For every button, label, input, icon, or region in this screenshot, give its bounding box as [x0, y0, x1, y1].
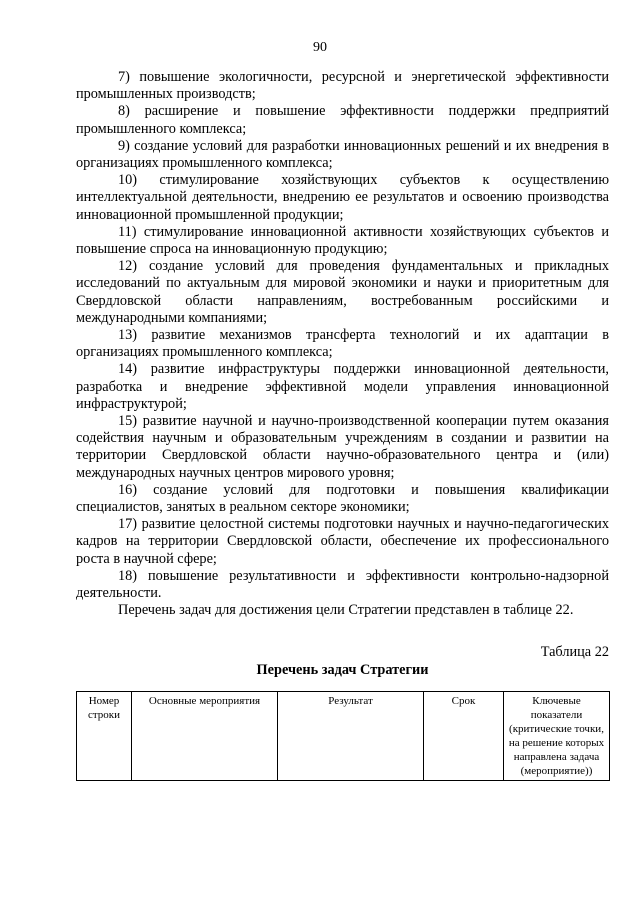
tasks-table-container	[76, 691, 610, 781]
paragraph-item-18: 18) повышение результативности и эффективности контрольно-надзорной деятельности.	[76, 567, 609, 602]
paragraph-item-9: 9) создание условий для разработки инновационных решений и их внедрения в организациях промышленного комплекса;	[76, 137, 609, 172]
header-deadline: Срок	[424, 692, 504, 781]
body-text	[76, 69, 609, 620]
paragraph-item-15: 15) развитие научной и научно-производственной кооперации путем оказания содействия научным и образовательным учреждениям в создании и развитии на территории Свердловской области научно-образовательного центра и (или) международных научных центров мирового уровня;	[76, 413, 609, 481]
table-title: Перечень задач Стратегии	[256, 662, 429, 678]
header-result: Результат	[278, 692, 424, 781]
paragraph-item-13: 13) развитие механизмов трансферта технологий и их адаптации в организациях промышленного комплекса;	[76, 327, 609, 361]
header-key-indicators: Ключевые показатели (критические точки, на решение которых направлена задача (мероприятие))	[504, 692, 610, 781]
paragraph-item-7: 7) повышение экологичности, ресурсной и энергетической эффективности промышленных производств;	[76, 69, 609, 103]
table-header-row	[77, 692, 610, 781]
paragraph-item-17: 17) развитие целостной системы подготовки научных и научно-педагогических кадров на территории Свердловской области, обеспечение их профессионального роста в научной сфере;	[76, 516, 609, 567]
table-caption: Таблица 22	[540, 644, 609, 660]
paragraph-item-16: 16) создание условий для подготовки и повышения квалификации специалистов, занятых в реальном секторе экономики;	[76, 481, 609, 516]
paragraph-table-reference: Перечень задач для достижения цели Стратегии представлен в таблице 22.	[118, 602, 574, 619]
header-row-number: Номер строки	[77, 692, 132, 781]
page-number: 90	[313, 40, 327, 55]
paragraph-item-8: 8) расширение и повышение эффективности поддержки предприятий промышленного комплекса;	[76, 103, 609, 137]
paragraph-item-14: 14) развитие инфраструктуры поддержки инновационной деятельности, разработка и внедрение эффективной модели управления инновационной инфраструктурой;	[76, 361, 609, 412]
tasks-table	[76, 691, 610, 781]
header-main-activities: Основные мероприятия	[132, 692, 278, 781]
paragraph-item-12: 12) создание условий для проведения фундаментальных и прикладных исследований по актуальным для мировой экономики и науки и приоритетным для Свердловской области направлениям, востребованным российскими и международными компаниями;	[76, 258, 609, 326]
paragraph-item-11: 11) стимулирование инновационной активности хозяйствующих субъектов и повышение спроса на инновационную продукцию;	[76, 223, 609, 258]
paragraph-item-10: 10) стимулирование хозяйствующих субъектов к осуществлению интеллектуальной деятельности, внедрению ее результатов и освоению производства инновационной промышленной продукции;	[76, 172, 609, 223]
